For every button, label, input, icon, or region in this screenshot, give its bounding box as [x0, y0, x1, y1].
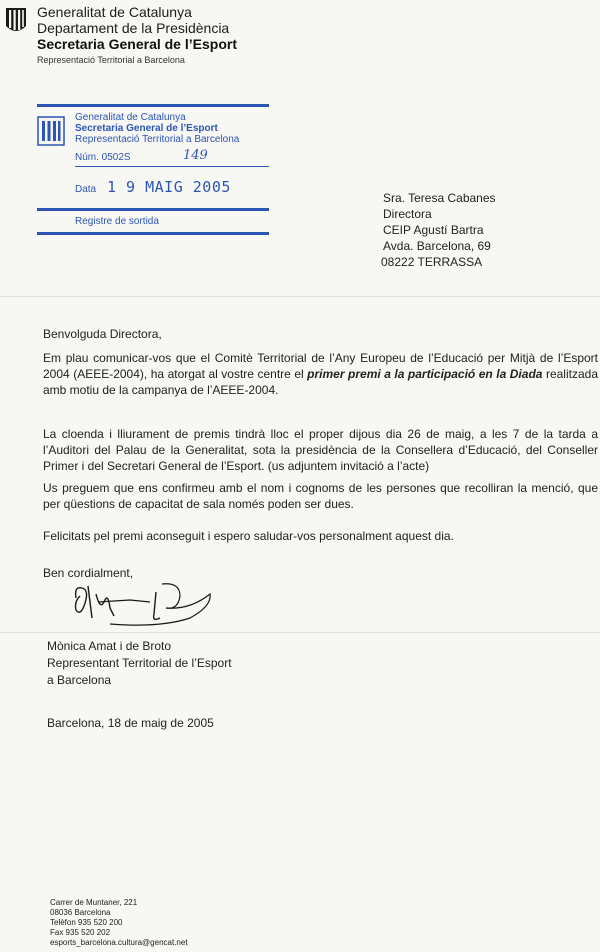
addressee-name: Sra. Teresa Cabanes	[383, 191, 496, 205]
generalitat-logo-icon	[5, 6, 27, 36]
footer-phone: Telèfon 935 520 200	[50, 918, 123, 927]
addressee-street: Avda. Barcelona, 69	[383, 239, 491, 253]
letterhead-office: Representació Territorial a Barcelona	[37, 55, 185, 65]
signature	[70, 580, 215, 630]
paper-fold	[0, 632, 600, 633]
stamp-middle-rule	[37, 208, 269, 211]
stamp-number-label: Núm. 0502S	[75, 152, 131, 163]
letterhead	[37, 4, 237, 66]
addressee-role: Directora	[383, 207, 432, 221]
paragraph-confirmation: Us preguem que ens confirmeu amb el nom i cognoms de les persones que recolliran la menció, que per qüestions de capacitat de sala només poden ser dues.	[43, 481, 598, 511]
signer-title-location: a Barcelona	[47, 673, 112, 687]
addressee-block	[383, 190, 496, 270]
salutation: Benvolguda Directora,	[43, 327, 162, 341]
paragraph-award-text-2: realitzada amb motiu de la campanya de l’AEEE-2004.	[43, 367, 598, 397]
letterhead-department: Departament de la Presidència	[37, 20, 230, 36]
stamp-number-line	[75, 166, 269, 167]
stamp-register-label: Registre de sortida	[75, 216, 159, 227]
stamp-secretariat: Secretaria General de l’Esport	[75, 123, 218, 134]
stamp-institution	[75, 112, 239, 145]
paper-fold	[0, 296, 600, 297]
stamp-logo-icon	[37, 116, 65, 146]
paragraph-ceremony: La cloenda i lliurament de premis tindrà lloc el proper dijous dia 26 de maig, a les 7 de la tarda a l’Auditori del Palau de la Generalitat, sota la presidència de la Consellera d’Educació, del Conseller Primer i del Secretari General de l’Esport. (us adjuntem invitació a l’acte)	[43, 427, 598, 473]
stamp-date-value: 1 9 MAIG 2005	[107, 178, 231, 196]
award-name: primer premi a la participació en la Diada	[307, 367, 543, 381]
place-and-date: Barcelona, 18 de maig de 2005	[47, 716, 214, 730]
paragraph-congratulations: Felicitats pel premi aconseguit i espero saludar-vos personalment aquest dia.	[43, 529, 454, 543]
paragraph-award-text-1: Em plau comunicar-vos que el Comitè Territorial de l’Any Europeu de l’Educació per Mitjà de l’Esport 2004 (AEEE-2004), ha atorgat al vostre centre el	[43, 351, 598, 381]
signer-name: Mònica Amat i de Broto	[47, 639, 172, 653]
paragraph-award	[43, 350, 598, 398]
stamp-date-label: Data	[75, 184, 97, 195]
stamp-office: Representació Territorial a Barcelona	[75, 134, 240, 145]
footer-fax: Fax 935 520 202	[50, 928, 111, 937]
stamp-number-handwritten: 149	[183, 148, 208, 163]
stamp-bottom-rule	[37, 232, 269, 235]
footer-email: esports_barcelona.cultura@gencat.net	[50, 938, 188, 947]
letterhead-secretariat: Secretaria General de l’Esport	[37, 36, 237, 52]
registration-stamp	[37, 104, 269, 236]
addressee-school: CEIP Agustí Bartra	[383, 223, 484, 237]
footer-street: Carrer de Muntaner, 221	[50, 898, 138, 907]
letterhead-government: Generalitat de Catalunya	[37, 4, 192, 20]
addressee-city: 08222 TERRASSA	[381, 255, 483, 269]
signer-block	[47, 638, 232, 689]
footer-city: 08036 Barcelona	[50, 908, 111, 917]
stamp-top-rule	[37, 104, 269, 107]
stamp-government: Generalitat de Catalunya	[75, 112, 186, 123]
footer-contact	[50, 898, 188, 948]
closing: Ben cordialment,	[43, 566, 134, 580]
signer-title: Representant Territorial de l’Esport	[47, 656, 232, 670]
